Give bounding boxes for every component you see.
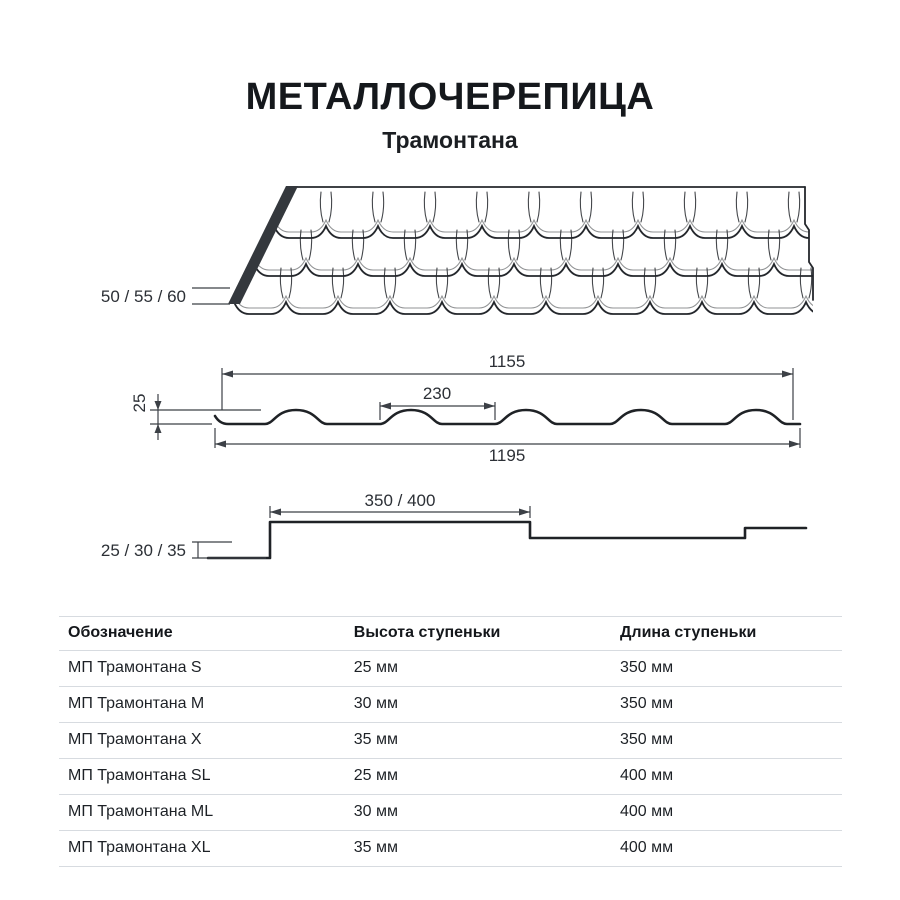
sheet-left-edge (228, 186, 298, 304)
col-step-length: Длина ступеньки (611, 617, 842, 651)
table-header-row (59, 617, 842, 651)
col-designation: Обозначение (59, 617, 345, 651)
table-row (59, 759, 842, 795)
table-row (59, 651, 842, 687)
dim-profile-height-lines (150, 394, 261, 440)
spec-table (59, 616, 842, 867)
col-step-height: Высота ступеньки (345, 617, 611, 651)
cell-step-length: 350 мм (611, 687, 842, 723)
dim-wave-pitch: 230 (422, 384, 452, 403)
tile-step-ticks (192, 288, 230, 304)
table-row (59, 831, 842, 867)
cell-designation: МП Трамонтана SL (59, 759, 345, 795)
dim-step-height: 25 / 30 / 35 (100, 541, 186, 560)
dim-full-width: 1195 (488, 446, 526, 465)
step-profile-drawing (101, 491, 806, 560)
roof-3d-drawing (101, 186, 898, 314)
cell-step-height: 35 мм (345, 831, 611, 867)
dim-tile-step-height: 50 / 55 / 60 (100, 287, 186, 306)
cell-step-height: 30 мм (345, 795, 611, 831)
cell-step-height: 30 мм (345, 687, 611, 723)
cell-step-length: 350 мм (611, 651, 842, 687)
dim-cover-width: 1155 (488, 352, 526, 371)
table-row (59, 687, 842, 723)
page-title: МЕТАЛЛОЧЕРЕПИЦА (245, 76, 655, 118)
profile-cross-section (130, 352, 800, 465)
page-subtitle: Трамонтана (382, 127, 518, 153)
cell-designation: МП Трамонтана XL (59, 831, 345, 867)
dim-profile-height: 25 (130, 393, 149, 413)
dim-full-width-lines (215, 428, 800, 448)
cell-step-height: 35 мм (345, 723, 611, 759)
dim-step-height-lines (192, 542, 266, 558)
profile-wave (215, 410, 800, 424)
cell-designation: МП Трамонтана S (59, 651, 345, 687)
cell-designation: МП Трамонтана ML (59, 795, 345, 831)
cell-step-length: 400 мм (611, 795, 842, 831)
cell-designation: МП Трамонтана M (59, 687, 345, 723)
table-row (59, 723, 842, 759)
cell-step-height: 25 мм (345, 651, 611, 687)
table-row (59, 795, 842, 831)
cell-step-length: 400 мм (611, 759, 842, 795)
dim-wave-pitch-lines (380, 402, 495, 420)
cell-step-length: 350 мм (611, 723, 842, 759)
cell-step-length: 400 мм (611, 831, 842, 867)
cell-step-height: 25 мм (345, 759, 611, 795)
dim-step-length: 350 / 400 (364, 491, 436, 510)
step-line (208, 522, 806, 558)
cell-designation: МП Трамонтана X (59, 723, 345, 759)
